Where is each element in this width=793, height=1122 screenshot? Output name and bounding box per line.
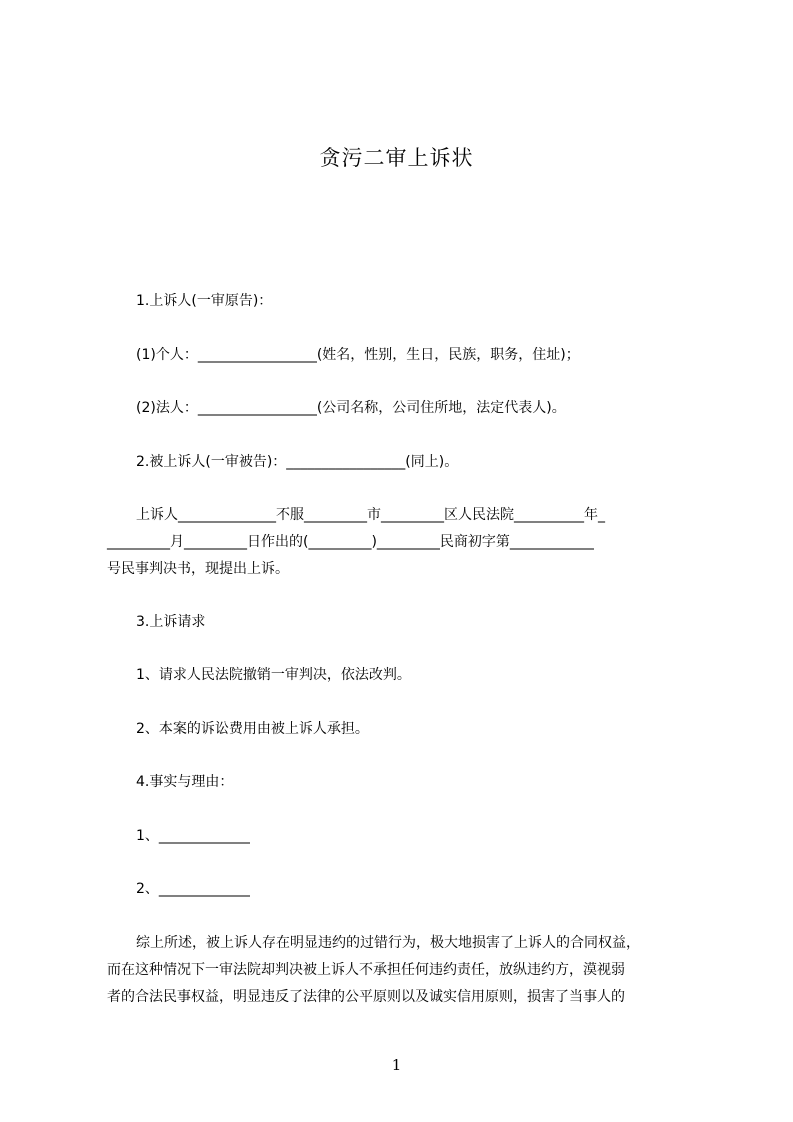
summary-line-1: 综上所述，被上诉人存在明显违约的过错行为，极大地损害了上诉人的合同权益， — [136, 935, 640, 951]
facts-reasons-heading: 4.事实与理由： — [136, 774, 234, 790]
appeal-statement-line-1: 上诉人______________不服_________市_________区人民法院__________年_ — [136, 507, 605, 523]
summary-line-3: 者的合法民事权益，明显违反了法律的公平原则以及诚实信用原则，损害了当事人的 — [107, 989, 625, 1005]
document-title: 贪污二审上诉状 — [319, 146, 474, 170]
appeal-statement-line-2: _________月_________日作出的(_________)_________民商初字第____________ — [107, 534, 594, 550]
appeal-requests-heading: 3.上诉请求 — [136, 614, 206, 630]
fact-item-1: 1、_____________ — [136, 828, 250, 844]
appeal-statement-line-3: 号民事判决书，现提出上诉。 — [107, 561, 289, 577]
appellant-legal-person-line: (2)法人：_________________(公司名称，公司住所地，法定代表人)。 — [136, 400, 566, 416]
appellant-individual-line: (1)个人：_________________(姓名，性别，生日，民族，职务，住址)； — [136, 347, 580, 363]
fact-item-2: 2、_____________ — [136, 881, 250, 897]
request-item-1: 1、请求人民法院撤销一审判决，依法改判。 — [136, 667, 411, 683]
page-number: 1 — [391, 1056, 402, 1074]
appellee-line: 2.被上诉人(一审被告)：_________________(同上)。 — [136, 454, 459, 470]
appellant-heading: 1.上诉人(一审原告)： — [136, 293, 273, 309]
summary-line-2: 而在这种情况下一审法院却判决被上诉人不承担任何违约责任，放纵违约方，漠视弱 — [107, 962, 625, 978]
request-item-2: 2、本案的诉讼费用由被上诉人承担。 — [136, 721, 369, 737]
